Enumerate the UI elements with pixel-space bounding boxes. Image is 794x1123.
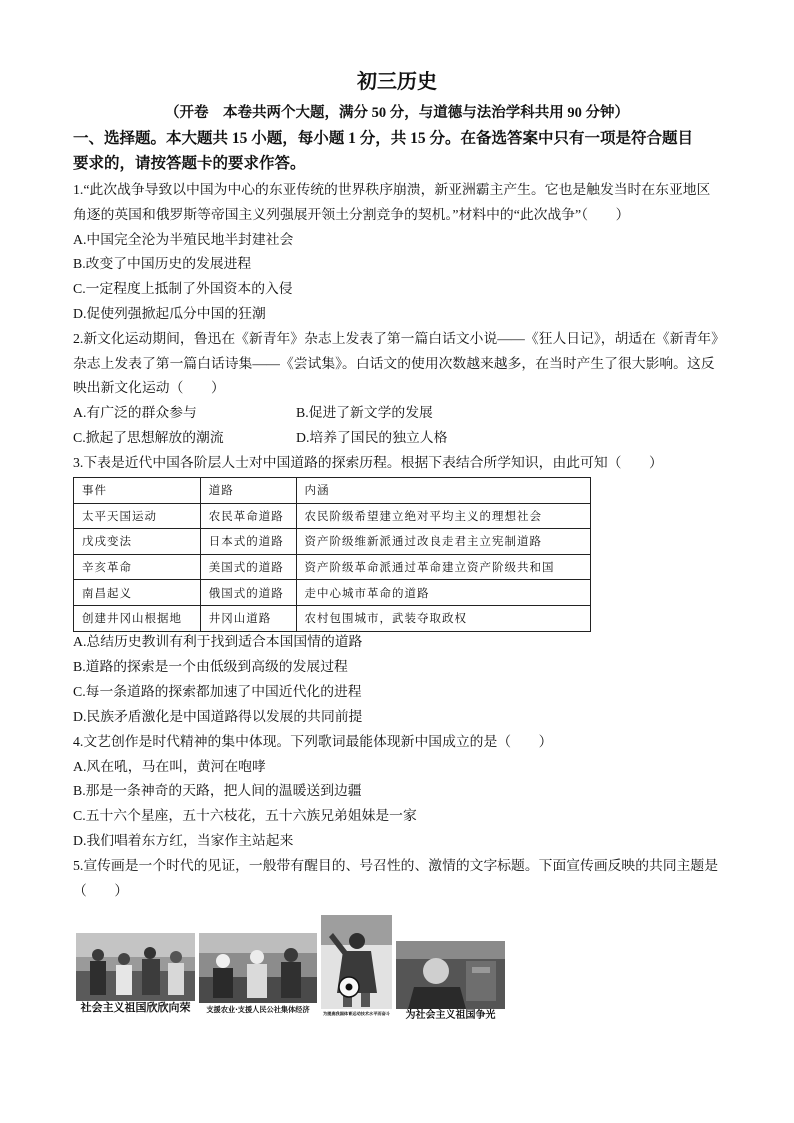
figure-head xyxy=(250,950,264,964)
option-a: A.有广泛的群众参与 xyxy=(73,405,197,421)
poster-2 xyxy=(199,933,317,1016)
figure-leg xyxy=(361,993,370,1007)
table-row xyxy=(74,605,591,631)
exam-subtitle: （开卷 本卷共两个大题，满分 50 分，与道德与法治学科共用 90 分钟） xyxy=(165,105,629,121)
table-cell: 美国式的道路 xyxy=(200,554,296,580)
question-4 xyxy=(73,730,733,855)
figure-body xyxy=(408,987,466,1009)
question-stem-line: 1.“此次战争导致以中国为中心的东亚传统的世界秩序崩溃，新亚洲霸主产生。它也是触发当时在东亚地区 xyxy=(73,182,711,197)
questions-block-2 xyxy=(73,630,733,904)
option-d: D.民族矛盾激化是中国道路得以发展的共同前提 xyxy=(73,708,363,724)
questions-block-1 xyxy=(73,178,733,476)
option-d: D.我们唱着东方红，当家作主站起来 xyxy=(73,833,294,849)
figure-body xyxy=(281,962,301,998)
figure-head xyxy=(284,948,298,962)
table-cell: 农村包围城市，武装夺取政权 xyxy=(296,605,590,631)
table-row xyxy=(74,580,591,606)
question-stem-line: 2.新文化运动期间，鲁迅在《新青年》杂志上发表了第一篇白话文小说——《狂人日记》，胡适在《新青年》 xyxy=(73,330,725,346)
section-heading xyxy=(73,126,733,176)
question-1 xyxy=(73,178,733,327)
table-cell: 戊戌变法 xyxy=(74,529,201,555)
option-a: A.总结历史教训有利于找到适合本国国情的道路 xyxy=(73,634,363,649)
option-a: A.风在吼，马在叫，黄河在咆哮 xyxy=(73,758,266,774)
poster-3 xyxy=(321,915,392,1020)
poster-machinery-detail xyxy=(472,967,490,973)
option-c: C.五十六个星座，五十六枝花，五十六族兄弟姐妹是一家 xyxy=(73,808,417,824)
option-row xyxy=(73,426,733,451)
poster-caption: 为社会主义祖国争光 xyxy=(405,1010,496,1021)
table-cell: 俄国式的道路 xyxy=(200,580,296,606)
option-b: B.促进了新文学的发展 xyxy=(296,405,433,421)
figure-head xyxy=(118,953,130,965)
poster-1 xyxy=(76,933,195,1015)
road-exploration-table xyxy=(73,477,591,632)
table-cell: 创建井冈山根据地 xyxy=(74,605,201,631)
table-cell: 农民革命道路 xyxy=(200,503,296,529)
question-3-options xyxy=(73,630,733,730)
figure-head xyxy=(216,954,230,968)
figure-head xyxy=(144,947,156,959)
table-header-cell: 事件 xyxy=(74,478,201,504)
option-row xyxy=(73,401,733,426)
figure-body xyxy=(247,964,267,998)
poster-sky xyxy=(396,941,505,959)
football-patch xyxy=(346,984,353,991)
table-cell: 走中心城市革命的道路 xyxy=(296,580,590,606)
poster-caption: 为提高我国体育运动技术水平而奋斗 xyxy=(322,1011,390,1016)
table-header-row xyxy=(74,478,591,504)
table-row xyxy=(74,554,591,580)
table-cell: 农民阶级希望建立绝对平均主义的理想社会 xyxy=(296,503,590,529)
question-stem-line: 4.文艺创作是时代精神的集中体现。下列歌词最能体现新中国成立的是（ ） xyxy=(73,733,553,749)
question-2 xyxy=(73,327,733,451)
table-cell: 辛亥革命 xyxy=(74,554,201,580)
table-cell: 井冈山道路 xyxy=(200,605,296,631)
table-cell: 资产阶级维新派通过改良走君主立宪制道路 xyxy=(296,529,590,555)
figure-body xyxy=(142,959,160,995)
figure-body xyxy=(168,963,184,995)
poster-sky xyxy=(199,933,317,953)
table-header-cell: 道路 xyxy=(200,478,296,504)
question-5 xyxy=(73,854,733,904)
option-b: B.道路的探索是一个由低级到高级的发展过程 xyxy=(73,658,348,674)
page-title: 初三历史 xyxy=(357,71,437,93)
figure-body xyxy=(213,968,233,998)
option-c: C.掀起了思想解放的潮流 xyxy=(73,429,224,445)
table-cell: 南昌起义 xyxy=(74,580,201,606)
table-header-cell: 内涵 xyxy=(296,478,590,504)
figure-body xyxy=(116,965,132,995)
question-stem-line: 映出新文化运动（ ） xyxy=(73,380,225,396)
poster-caption: 支援农业·支援人民公社集体经济 xyxy=(206,1005,310,1014)
option-d: D.培养了国民的独立人格 xyxy=(296,429,448,445)
poster-3-illustration xyxy=(321,915,392,1020)
section-heading-line: 一、选择题。本大题共 15 小题，每小题 1 分，共 15 分。在备选答案中只有一项是符合题目 xyxy=(73,130,694,147)
option-a: A.中国完全沦为半殖民地半封建社会 xyxy=(73,231,294,247)
figure-head xyxy=(423,958,449,984)
option-c: C.每一条道路的探索都加速了中国近代化的进程 xyxy=(73,683,362,699)
poster-4 xyxy=(396,941,505,1023)
figure-body xyxy=(90,961,106,995)
question-stem-line: 杂志上发表了第一篇白话诗集——《尝试集》。白话文的使用次数越来越多，在当时产生了很大影响。这反 xyxy=(73,355,715,371)
option-c: C.一定程度上抵制了外国资本的入侵 xyxy=(73,281,293,297)
option-b: B.那是一条神奇的天路，把人间的温暖送到边疆 xyxy=(73,783,362,799)
question-stem-line: （ ） xyxy=(73,883,129,899)
option-d: D.促使列强掀起瓜分中国的狂潮 xyxy=(73,305,266,321)
table-cell: 太平天国运动 xyxy=(74,503,201,529)
question-stem-line: 角逐的英国和俄罗斯等帝国主义列强展开领土分割竞争的契机。”材料中的“此次战争”（ ） xyxy=(73,206,630,222)
figure-head xyxy=(349,933,365,949)
table-cell: 资产阶级革命派通过革命建立资产阶级共和国 xyxy=(296,554,590,580)
option-b: B.改变了中国历史的发展进程 xyxy=(73,256,252,272)
table-cell: 日本式的道路 xyxy=(200,529,296,555)
table-row xyxy=(74,503,591,529)
poster-caption: 社会主义祖国欣欣向荣 xyxy=(80,1001,191,1014)
question-3-stem: 3.下表是近代中国各阶层人士对中国道路的探索历程。根据下表结合所学知识，由此可知（ ） xyxy=(73,454,663,470)
section-heading-line: 要求的，请按答题卡的要求作答。 xyxy=(73,155,306,172)
table-row xyxy=(74,529,591,555)
figure-head xyxy=(92,949,104,961)
figure-head xyxy=(170,951,182,963)
question-stem-line: 5.宣传画是一个时代的见证，一般带有醒目的、号召性的、激情的文字标题。下面宣传画反映的共同主题是 xyxy=(73,858,719,874)
